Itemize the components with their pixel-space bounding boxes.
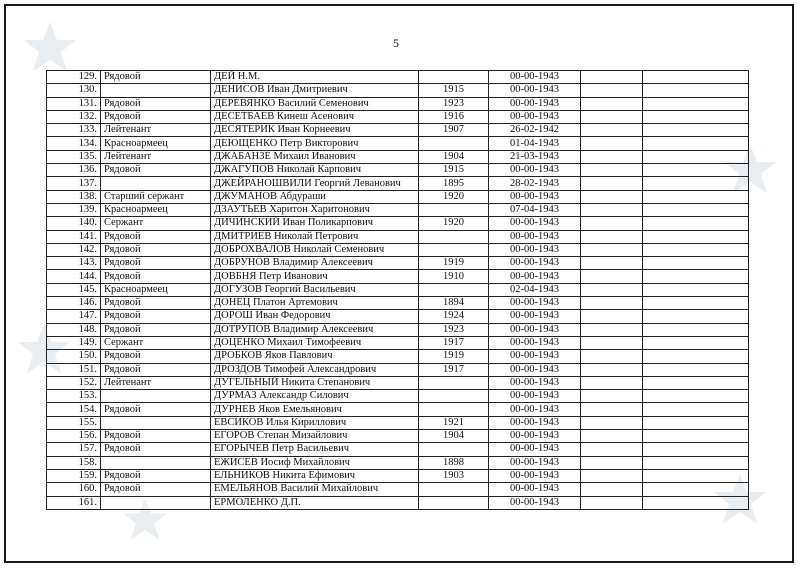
notes-1-cell bbox=[581, 283, 643, 296]
page-number: 5 bbox=[393, 36, 399, 50]
notes-1-cell bbox=[581, 310, 643, 323]
rank-cell: Лейтенант bbox=[101, 124, 211, 137]
table-row bbox=[47, 84, 749, 97]
row-number-cell: 133. bbox=[47, 124, 101, 137]
notes-2-cell bbox=[643, 110, 749, 123]
birth-year-cell: 1894 bbox=[419, 297, 489, 310]
notes-1-cell bbox=[581, 243, 643, 256]
rank-cell: Старший сержант bbox=[101, 190, 211, 203]
birth-year-cell: 1917 bbox=[419, 336, 489, 349]
birth-year-cell: 1923 bbox=[419, 97, 489, 110]
full-name-cell: ДУРНЕВ Яков Емельянович bbox=[211, 403, 419, 416]
full-name-cell: ДЖАГУПОВ Николай Карпович bbox=[211, 164, 419, 177]
full-name-cell: ЕВСИКОВ Илья Кириллович bbox=[211, 416, 419, 429]
birth-year-cell bbox=[419, 71, 489, 84]
table-row bbox=[47, 217, 749, 230]
notes-2-cell bbox=[643, 177, 749, 190]
date-cell: 00-00-1943 bbox=[489, 456, 581, 469]
full-name-cell: ЕГОРЫЧЕВ Петр Васильевич bbox=[211, 443, 419, 456]
table-row bbox=[47, 350, 749, 363]
notes-2-cell bbox=[643, 164, 749, 177]
full-name-cell: ЕМЕЛЬЯНОВ Василий Михайлович bbox=[211, 483, 419, 496]
row-number-cell: 144. bbox=[47, 270, 101, 283]
notes-1-cell bbox=[581, 84, 643, 97]
notes-2-cell bbox=[643, 190, 749, 203]
row-number-cell: 161. bbox=[47, 496, 101, 509]
table-row bbox=[47, 110, 749, 123]
full-name-cell: ДЖУМАНОВ Абдураши bbox=[211, 190, 419, 203]
notes-2-cell bbox=[643, 257, 749, 270]
date-cell: 01-04-1943 bbox=[489, 137, 581, 150]
notes-2-cell bbox=[643, 403, 749, 416]
row-number-cell: 152. bbox=[47, 376, 101, 389]
notes-1-cell bbox=[581, 469, 643, 482]
full-name-cell: ДЖАБАНЗЕ Михаил Иванович bbox=[211, 150, 419, 163]
date-cell: 00-00-1943 bbox=[489, 217, 581, 230]
date-cell: 00-00-1943 bbox=[489, 71, 581, 84]
birth-year-cell bbox=[419, 243, 489, 256]
notes-2-cell bbox=[643, 443, 749, 456]
birth-year-cell bbox=[419, 376, 489, 389]
full-name-cell: ДОНЕЦ Платон Артемович bbox=[211, 297, 419, 310]
full-name-cell: ДРОБКОВ Яков Павлович bbox=[211, 350, 419, 363]
date-cell: 21-03-1943 bbox=[489, 150, 581, 163]
date-cell: 28-02-1943 bbox=[489, 177, 581, 190]
table-row bbox=[47, 403, 749, 416]
full-name-cell: ДУРМАЗ Александр Силович bbox=[211, 390, 419, 403]
birth-year-cell bbox=[419, 283, 489, 296]
notes-2-cell bbox=[643, 217, 749, 230]
birth-year-cell: 1917 bbox=[419, 363, 489, 376]
table-row bbox=[47, 177, 749, 190]
table-row bbox=[47, 469, 749, 482]
birth-year-cell: 1915 bbox=[419, 84, 489, 97]
full-name-cell: ДЕСЕТБАЕВ Кинеш Асенович bbox=[211, 110, 419, 123]
birth-year-cell: 1921 bbox=[419, 416, 489, 429]
birth-year-cell: 1919 bbox=[419, 257, 489, 270]
table-row bbox=[47, 483, 749, 496]
full-name-cell: ДЕЮЩЕНКО Петр Викторович bbox=[211, 137, 419, 150]
date-cell: 00-00-1943 bbox=[489, 469, 581, 482]
birth-year-cell bbox=[419, 390, 489, 403]
row-number-cell: 141. bbox=[47, 230, 101, 243]
date-cell: 00-00-1943 bbox=[489, 243, 581, 256]
table-row bbox=[47, 496, 749, 509]
row-number-cell: 158. bbox=[47, 456, 101, 469]
notes-2-cell bbox=[643, 483, 749, 496]
date-cell: 00-00-1943 bbox=[489, 390, 581, 403]
notes-2-cell bbox=[643, 363, 749, 376]
date-cell: 00-00-1943 bbox=[489, 84, 581, 97]
birth-year-cell: 1903 bbox=[419, 469, 489, 482]
notes-2-cell bbox=[643, 310, 749, 323]
notes-1-cell bbox=[581, 270, 643, 283]
birth-year-cell: 1916 bbox=[419, 110, 489, 123]
table-row bbox=[47, 416, 749, 429]
birth-year-cell bbox=[419, 483, 489, 496]
birth-year-cell: 1904 bbox=[419, 430, 489, 443]
rank-cell: Рядовой bbox=[101, 230, 211, 243]
rank-cell: Рядовой bbox=[101, 310, 211, 323]
notes-2-cell bbox=[643, 390, 749, 403]
date-cell: 00-00-1943 bbox=[489, 164, 581, 177]
birth-year-cell: 1898 bbox=[419, 456, 489, 469]
birth-year-cell: 1920 bbox=[419, 190, 489, 203]
row-number-cell: 148. bbox=[47, 323, 101, 336]
rank-cell: Рядовой bbox=[101, 71, 211, 84]
full-name-cell: ЕЖИСЕВ Иосиф Михайлович bbox=[211, 456, 419, 469]
row-number-cell: 135. bbox=[47, 150, 101, 163]
table-row bbox=[47, 203, 749, 216]
notes-2-cell bbox=[643, 124, 749, 137]
notes-1-cell bbox=[581, 71, 643, 84]
table-row bbox=[47, 390, 749, 403]
table-row bbox=[47, 270, 749, 283]
notes-1-cell bbox=[581, 150, 643, 163]
rank-cell: Рядовой bbox=[101, 350, 211, 363]
rank-cell: Рядовой bbox=[101, 257, 211, 270]
notes-1-cell bbox=[581, 297, 643, 310]
notes-2-cell bbox=[643, 430, 749, 443]
notes-1-cell bbox=[581, 217, 643, 230]
rank-cell: Рядовой bbox=[101, 430, 211, 443]
notes-1-cell bbox=[581, 363, 643, 376]
rank-cell: Рядовой bbox=[101, 469, 211, 482]
notes-2-cell bbox=[643, 456, 749, 469]
notes-2-cell bbox=[643, 71, 749, 84]
notes-2-cell bbox=[643, 297, 749, 310]
notes-2-cell bbox=[643, 230, 749, 243]
date-cell: 00-00-1943 bbox=[489, 416, 581, 429]
date-cell: 00-00-1943 bbox=[489, 97, 581, 110]
full-name-cell: ДЕСЯТЕРИК Иван Корнеевич bbox=[211, 124, 419, 137]
rank-cell: Сержант bbox=[101, 336, 211, 349]
notes-1-cell bbox=[581, 443, 643, 456]
row-number-cell: 130. bbox=[47, 84, 101, 97]
row-number-cell: 153. bbox=[47, 390, 101, 403]
rank-cell: Красноармеец bbox=[101, 203, 211, 216]
notes-2-cell bbox=[643, 150, 749, 163]
full-name-cell: ДИЧИНСКИЙ Иван Поликарпович bbox=[211, 217, 419, 230]
notes-1-cell bbox=[581, 164, 643, 177]
full-name-cell: ДОБРОХВАЛОВ Николай Семенович bbox=[211, 243, 419, 256]
date-cell: 00-00-1943 bbox=[489, 110, 581, 123]
table-row bbox=[47, 323, 749, 336]
notes-2-cell bbox=[643, 283, 749, 296]
table-row bbox=[47, 297, 749, 310]
table-row bbox=[47, 257, 749, 270]
birth-year-cell: 1924 bbox=[419, 310, 489, 323]
row-number-cell: 150. bbox=[47, 350, 101, 363]
row-number-cell: 147. bbox=[47, 310, 101, 323]
date-cell: 00-00-1943 bbox=[489, 310, 581, 323]
full-name-cell: ЕЛЬНИКОВ Никита Ефимович bbox=[211, 469, 419, 482]
row-number-cell: 145. bbox=[47, 283, 101, 296]
notes-1-cell bbox=[581, 124, 643, 137]
rank-cell bbox=[101, 390, 211, 403]
table-row bbox=[47, 190, 749, 203]
notes-1-cell bbox=[581, 376, 643, 389]
table-row bbox=[47, 430, 749, 443]
table-row bbox=[47, 363, 749, 376]
notes-2-cell bbox=[643, 376, 749, 389]
full-name-cell: ДЕЙ Н.М. bbox=[211, 71, 419, 84]
star-emblem-watermark-icon bbox=[20, 18, 80, 78]
row-number-cell: 132. bbox=[47, 110, 101, 123]
full-name-cell: ДОБРУНОВ Владимир Алексеевич bbox=[211, 257, 419, 270]
full-name-cell: ДУГЕЛЬНЫЙ Никита Степанович bbox=[211, 376, 419, 389]
birth-year-cell: 1920 bbox=[419, 217, 489, 230]
notes-1-cell bbox=[581, 390, 643, 403]
birth-year-cell: 1895 bbox=[419, 177, 489, 190]
roster-body bbox=[47, 71, 749, 510]
rank-cell: Рядовой bbox=[101, 110, 211, 123]
row-number-cell: 140. bbox=[47, 217, 101, 230]
notes-1-cell bbox=[581, 177, 643, 190]
date-cell: 26-02-1942 bbox=[489, 124, 581, 137]
rank-cell: Рядовой bbox=[101, 243, 211, 256]
row-number-cell: 136. bbox=[47, 164, 101, 177]
date-cell: 00-00-1943 bbox=[489, 363, 581, 376]
full-name-cell: ДОГУЗОВ Георгий Васильевич bbox=[211, 283, 419, 296]
table-row bbox=[47, 97, 749, 110]
date-cell: 00-00-1943 bbox=[489, 336, 581, 349]
date-cell: 00-00-1943 bbox=[489, 270, 581, 283]
date-cell: 00-00-1943 bbox=[489, 190, 581, 203]
rank-cell: Красноармеец bbox=[101, 137, 211, 150]
notes-1-cell bbox=[581, 496, 643, 509]
notes-1-cell bbox=[581, 403, 643, 416]
roster-table bbox=[46, 70, 749, 510]
table-row bbox=[47, 376, 749, 389]
row-number-cell: 151. bbox=[47, 363, 101, 376]
row-number-cell: 139. bbox=[47, 203, 101, 216]
date-cell: 00-00-1943 bbox=[489, 376, 581, 389]
full-name-cell: ЕГОРОВ Степан Мизайлович bbox=[211, 430, 419, 443]
table-row bbox=[47, 336, 749, 349]
notes-2-cell bbox=[643, 416, 749, 429]
table-row bbox=[47, 443, 749, 456]
full-name-cell: ЕРМОЛЕНКО Д.П. bbox=[211, 496, 419, 509]
birth-year-cell: 1919 bbox=[419, 350, 489, 363]
notes-2-cell bbox=[643, 496, 749, 509]
row-number-cell: 149. bbox=[47, 336, 101, 349]
notes-1-cell bbox=[581, 416, 643, 429]
row-number-cell: 154. bbox=[47, 403, 101, 416]
row-number-cell: 138. bbox=[47, 190, 101, 203]
row-number-cell: 142. bbox=[47, 243, 101, 256]
notes-2-cell bbox=[643, 323, 749, 336]
date-cell: 00-00-1943 bbox=[489, 443, 581, 456]
birth-year-cell: 1907 bbox=[419, 124, 489, 137]
notes-2-cell bbox=[643, 350, 749, 363]
row-number-cell: 131. bbox=[47, 97, 101, 110]
rank-cell: Рядовой bbox=[101, 97, 211, 110]
birth-year-cell bbox=[419, 203, 489, 216]
notes-1-cell bbox=[581, 483, 643, 496]
notes-2-cell bbox=[643, 270, 749, 283]
table-row bbox=[47, 243, 749, 256]
rank-cell: Лейтенант bbox=[101, 150, 211, 163]
full-name-cell: ДМИТРИЕВ Николай Петрович bbox=[211, 230, 419, 243]
table-row bbox=[47, 71, 749, 84]
date-cell: 00-00-1943 bbox=[489, 257, 581, 270]
table-row bbox=[47, 137, 749, 150]
full-name-cell: ДОРОШ Иван Федорович bbox=[211, 310, 419, 323]
table-row bbox=[47, 310, 749, 323]
birth-year-cell: 1910 bbox=[419, 270, 489, 283]
rank-cell: Рядовой bbox=[101, 363, 211, 376]
date-cell: 00-00-1943 bbox=[489, 430, 581, 443]
notes-2-cell bbox=[643, 84, 749, 97]
birth-year-cell bbox=[419, 230, 489, 243]
date-cell: 00-00-1943 bbox=[489, 297, 581, 310]
row-number-cell: 160. bbox=[47, 483, 101, 496]
notes-1-cell bbox=[581, 350, 643, 363]
date-cell: 00-00-1943 bbox=[489, 350, 581, 363]
birth-year-cell bbox=[419, 443, 489, 456]
notes-1-cell bbox=[581, 190, 643, 203]
rank-cell: Рядовой bbox=[101, 443, 211, 456]
rank-cell: Сержант bbox=[101, 217, 211, 230]
row-number-cell: 157. bbox=[47, 443, 101, 456]
notes-1-cell bbox=[581, 203, 643, 216]
row-number-cell: 155. bbox=[47, 416, 101, 429]
row-number-cell: 134. bbox=[47, 137, 101, 150]
table-row bbox=[47, 283, 749, 296]
notes-2-cell bbox=[643, 97, 749, 110]
table-row bbox=[47, 456, 749, 469]
notes-1-cell bbox=[581, 257, 643, 270]
rank-cell bbox=[101, 84, 211, 97]
full-name-cell: ДРОЗДОВ Тимофей Александрович bbox=[211, 363, 419, 376]
table-row bbox=[47, 124, 749, 137]
rank-cell: Рядовой bbox=[101, 297, 211, 310]
birth-year-cell bbox=[419, 496, 489, 509]
row-number-cell: 137. bbox=[47, 177, 101, 190]
full-name-cell: ДЕНИСОВ Иван Дмитриевич bbox=[211, 84, 419, 97]
full-name-cell: ДОТРУПОВ Владимир Алексеевич bbox=[211, 323, 419, 336]
full-name-cell: ДЖЕЙРАНОШВИЛИ Георгий Леванович bbox=[211, 177, 419, 190]
full-name-cell: ДОВБНЯ Петр Иванович bbox=[211, 270, 419, 283]
birth-year-cell bbox=[419, 137, 489, 150]
rank-cell bbox=[101, 416, 211, 429]
notes-1-cell bbox=[581, 456, 643, 469]
date-cell: 00-00-1943 bbox=[489, 496, 581, 509]
date-cell: 00-00-1943 bbox=[489, 403, 581, 416]
rank-cell: Рядовой bbox=[101, 270, 211, 283]
notes-2-cell bbox=[643, 203, 749, 216]
birth-year-cell: 1904 bbox=[419, 150, 489, 163]
full-name-cell: ДОЦЕНКО Михаил Тимофеевич bbox=[211, 336, 419, 349]
birth-year-cell: 1923 bbox=[419, 323, 489, 336]
full-name-cell: ДЕРЕВЯНКО Василий Семенович bbox=[211, 97, 419, 110]
row-number-cell: 156. bbox=[47, 430, 101, 443]
rank-cell: Рядовой bbox=[101, 323, 211, 336]
row-number-cell: 146. bbox=[47, 297, 101, 310]
rank-cell: Рядовой bbox=[101, 164, 211, 177]
rank-cell bbox=[101, 177, 211, 190]
notes-2-cell bbox=[643, 243, 749, 256]
full-name-cell: ДЗАУТЬЕВ Харитон Харитонович bbox=[211, 203, 419, 216]
rank-cell: Лейтенант bbox=[101, 376, 211, 389]
notes-1-cell bbox=[581, 230, 643, 243]
notes-2-cell bbox=[643, 336, 749, 349]
row-number-cell: 143. bbox=[47, 257, 101, 270]
birth-year-cell: 1915 bbox=[419, 164, 489, 177]
row-number-cell: 159. bbox=[47, 469, 101, 482]
date-cell: 00-00-1943 bbox=[489, 483, 581, 496]
birth-year-cell bbox=[419, 403, 489, 416]
date-cell: 02-04-1943 bbox=[489, 283, 581, 296]
notes-1-cell bbox=[581, 430, 643, 443]
notes-1-cell bbox=[581, 336, 643, 349]
date-cell: 00-00-1943 bbox=[489, 230, 581, 243]
row-number-cell: 129. bbox=[47, 71, 101, 84]
table-row bbox=[47, 230, 749, 243]
rank-cell bbox=[101, 456, 211, 469]
notes-2-cell bbox=[643, 137, 749, 150]
notes-1-cell bbox=[581, 323, 643, 336]
date-cell: 07-04-1943 bbox=[489, 203, 581, 216]
notes-2-cell bbox=[643, 469, 749, 482]
rank-cell: Красноармеец bbox=[101, 283, 211, 296]
table-row bbox=[47, 164, 749, 177]
notes-1-cell bbox=[581, 110, 643, 123]
rank-cell bbox=[101, 496, 211, 509]
rank-cell: Рядовой bbox=[101, 483, 211, 496]
table-row bbox=[47, 150, 749, 163]
notes-1-cell bbox=[581, 97, 643, 110]
notes-1-cell bbox=[581, 137, 643, 150]
rank-cell: Рядовой bbox=[101, 403, 211, 416]
date-cell: 00-00-1943 bbox=[489, 323, 581, 336]
